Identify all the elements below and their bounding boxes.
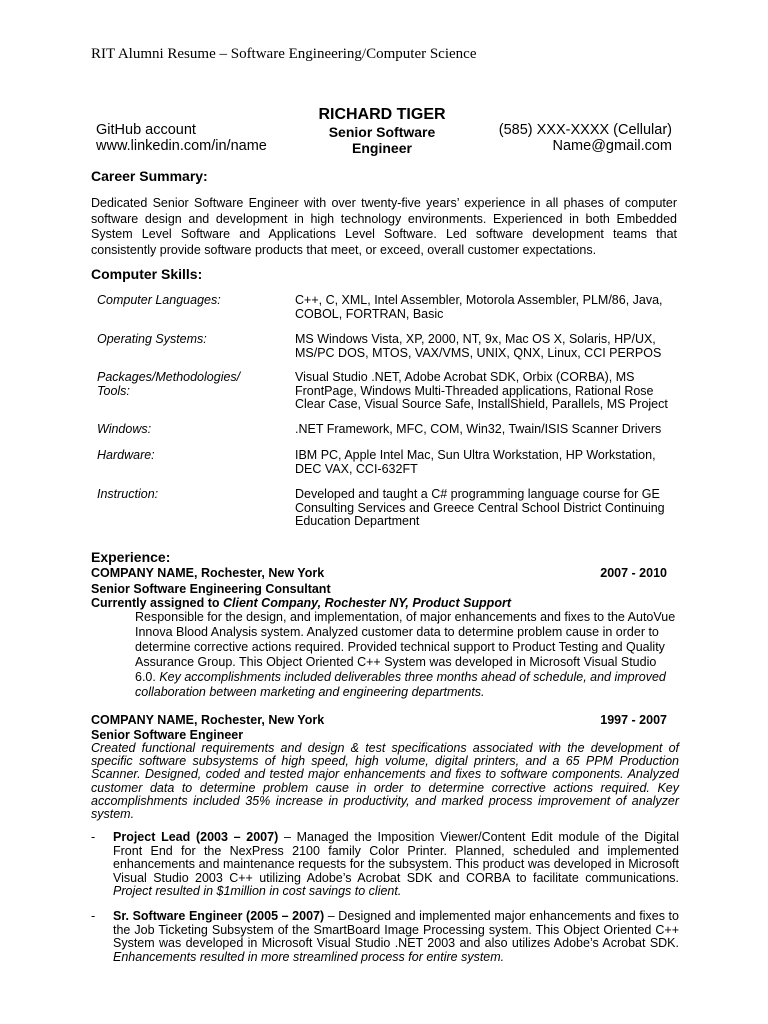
job1-description bbox=[135, 610, 680, 700]
skill-value: .NET Framework, MFC, COM, Win32, Twain/ISIS Scanner Drivers bbox=[295, 422, 662, 436]
bullet-role: Project Lead (2003 – 2007) bbox=[113, 830, 279, 844]
skill-value: C++, C, XML, Intel Assembler, Motorola Assembler, PLM/86, Java, COBOL, FORTRAN, Basic bbox=[295, 293, 663, 321]
applicant-name: RICHARD TIGER bbox=[318, 106, 446, 123]
job1-title: Senior Software Engineering Consultant bbox=[91, 582, 331, 596]
bullet-body: – Designed and implemented major enhancements and fixes to the Job Ticketing Subsystem of the SmartBoard Image Processing system. This Object Oriented C++ System was developed in Microsoft Visual Studio .NET 2003 and also utilizes Adobe’s Acrobat SDK. bbox=[113, 909, 679, 950]
computer-skills-heading: Computer Skills: bbox=[91, 266, 203, 282]
skill-value: Visual Studio .NET, Adobe Acrobat SDK, Orbix (CORBA), MS FrontPage, Windows Multi-Threaded applications, Rational Rose Clear Case, Visual Source Safe, InstallShield, Parallels, MS Project bbox=[295, 370, 668, 411]
skill-label: Hardware: bbox=[97, 448, 155, 462]
skill-label: Windows: bbox=[97, 422, 152, 436]
bullet-text bbox=[113, 831, 679, 899]
skill-value: IBM PC, Apple Intel Mac, Sun Ultra Workstation, HP Workstation, DEC VAX, CCI-632FT bbox=[295, 448, 656, 476]
bullet-result: Project resulted in $1million in cost savings to client. bbox=[113, 884, 402, 898]
job2-company: COMPANY NAME, Rochester, New York bbox=[91, 713, 325, 727]
job2-dates: 1997 - 2007 bbox=[600, 713, 667, 727]
github-link[interactable]: GitHub account bbox=[96, 122, 196, 138]
skill-value: Developed and taught a C# programming language course for GE Consulting Services and Greece Central School District Continuing Education Department bbox=[295, 487, 665, 528]
job1-accomplishments: Key accomplishments included deliverables three months ahead of schedule, and improved collaboration between marketing and engineering departments. bbox=[135, 670, 666, 699]
bullet-body: – Managed the Imposition Viewer/Content Edit module of the Digital Front End for the NexPress 2100 family Color Printer. Planned, scheduled and implemented enhancements and maintenance requests for the subsystem. This product was developed in Microsoft Visual Studio 2003 C++ utilizing Adobe’s Acrobat SDK and CORBA to facilitate communications. bbox=[113, 830, 679, 885]
job1-company: COMPANY NAME, Rochester, New York bbox=[91, 566, 325, 580]
email-address[interactable]: Name@gmail.com bbox=[552, 138, 672, 154]
contact-info bbox=[499, 122, 672, 154]
skill-label: Computer Languages: bbox=[97, 293, 221, 307]
bullet-dash: - bbox=[91, 830, 96, 844]
job2-description: Created functional requirements and design & test specifications associated with the development of specific software subsystems of high speed, high volume, digital printers, and a 65 PPM Production Scanner. Designed, coded and tested major enhancements and fixes to software components. Analyzed customer data to determine problem cause in order to determine corrective actions required. Key accomplishments included 35% increase in productivity, and marked process improvement of analyzer system. bbox=[91, 741, 679, 822]
career-summary-heading: Career Summary: bbox=[91, 168, 208, 184]
job2-header bbox=[91, 713, 677, 728]
assignment-client: Client Company, Rochester NY, Product Support bbox=[222, 596, 511, 610]
bullet-dash: - bbox=[91, 909, 96, 923]
job1-header bbox=[91, 566, 677, 581]
experience-heading: Experience: bbox=[91, 549, 171, 565]
bullet-role: Sr. Software Engineer (2005 – 2007) bbox=[113, 909, 325, 923]
job1-description-text: Responsible for the design, and implementation, of major enhancements and fixes to the AutoVue Innova Blood Analysis system. Analyzed customer data to determine problem cause in order to determine corrective actions required. Provided technical support to Product Testing and Quality Assurance Group. This Object Oriented C++ System was developed in Microsoft Visual Studio 6.0. bbox=[135, 610, 676, 684]
page-header: RIT Alumni Resume – Software Engineering/Computer Science bbox=[91, 46, 477, 62]
job-title-line2: Engineer bbox=[352, 140, 412, 156]
resume-header bbox=[90, 106, 674, 158]
skill-label: Operating Systems: bbox=[97, 332, 207, 346]
job1-dates: 2007 - 2010 bbox=[600, 566, 667, 580]
assignment-prefix: Currently assigned to bbox=[91, 596, 223, 610]
bullet-text bbox=[113, 910, 679, 964]
bullet-result: Enhancements resulted in more streamlined process for entire system. bbox=[113, 949, 505, 964]
skill-label: Packages/Methodologies/ Tools: bbox=[97, 370, 241, 398]
phone-number: (585) XXX-XXXX (Cellular) bbox=[498, 122, 672, 138]
skill-value: MS Windows Vista, XP, 2000, NT, 9x, Mac OS X, Solaris, HP/UX, MS/PC DOS, MTOS, VAX/VMS, UNIX, QNX, Linux, CCI PERPOS bbox=[295, 332, 662, 360]
job-title-line1: Senior Software bbox=[328, 124, 436, 140]
career-summary-text: Dedicated Senior Software Engineer with over twenty-five years’ experience in all phases of computer software design and development in high technology environments. Experienced in both Embedded System Level Software and Applications Level Software. Led software development teams that consistently provide software products that meet, or exceed, overall customer expectations. bbox=[91, 196, 677, 257]
job2-title: Senior Software Engineer bbox=[91, 728, 244, 742]
job1-assignment bbox=[91, 596, 511, 611]
linkedin-link[interactable]: www.linkedin.com/in/name bbox=[96, 138, 267, 154]
skill-label: Instruction: bbox=[97, 487, 159, 501]
